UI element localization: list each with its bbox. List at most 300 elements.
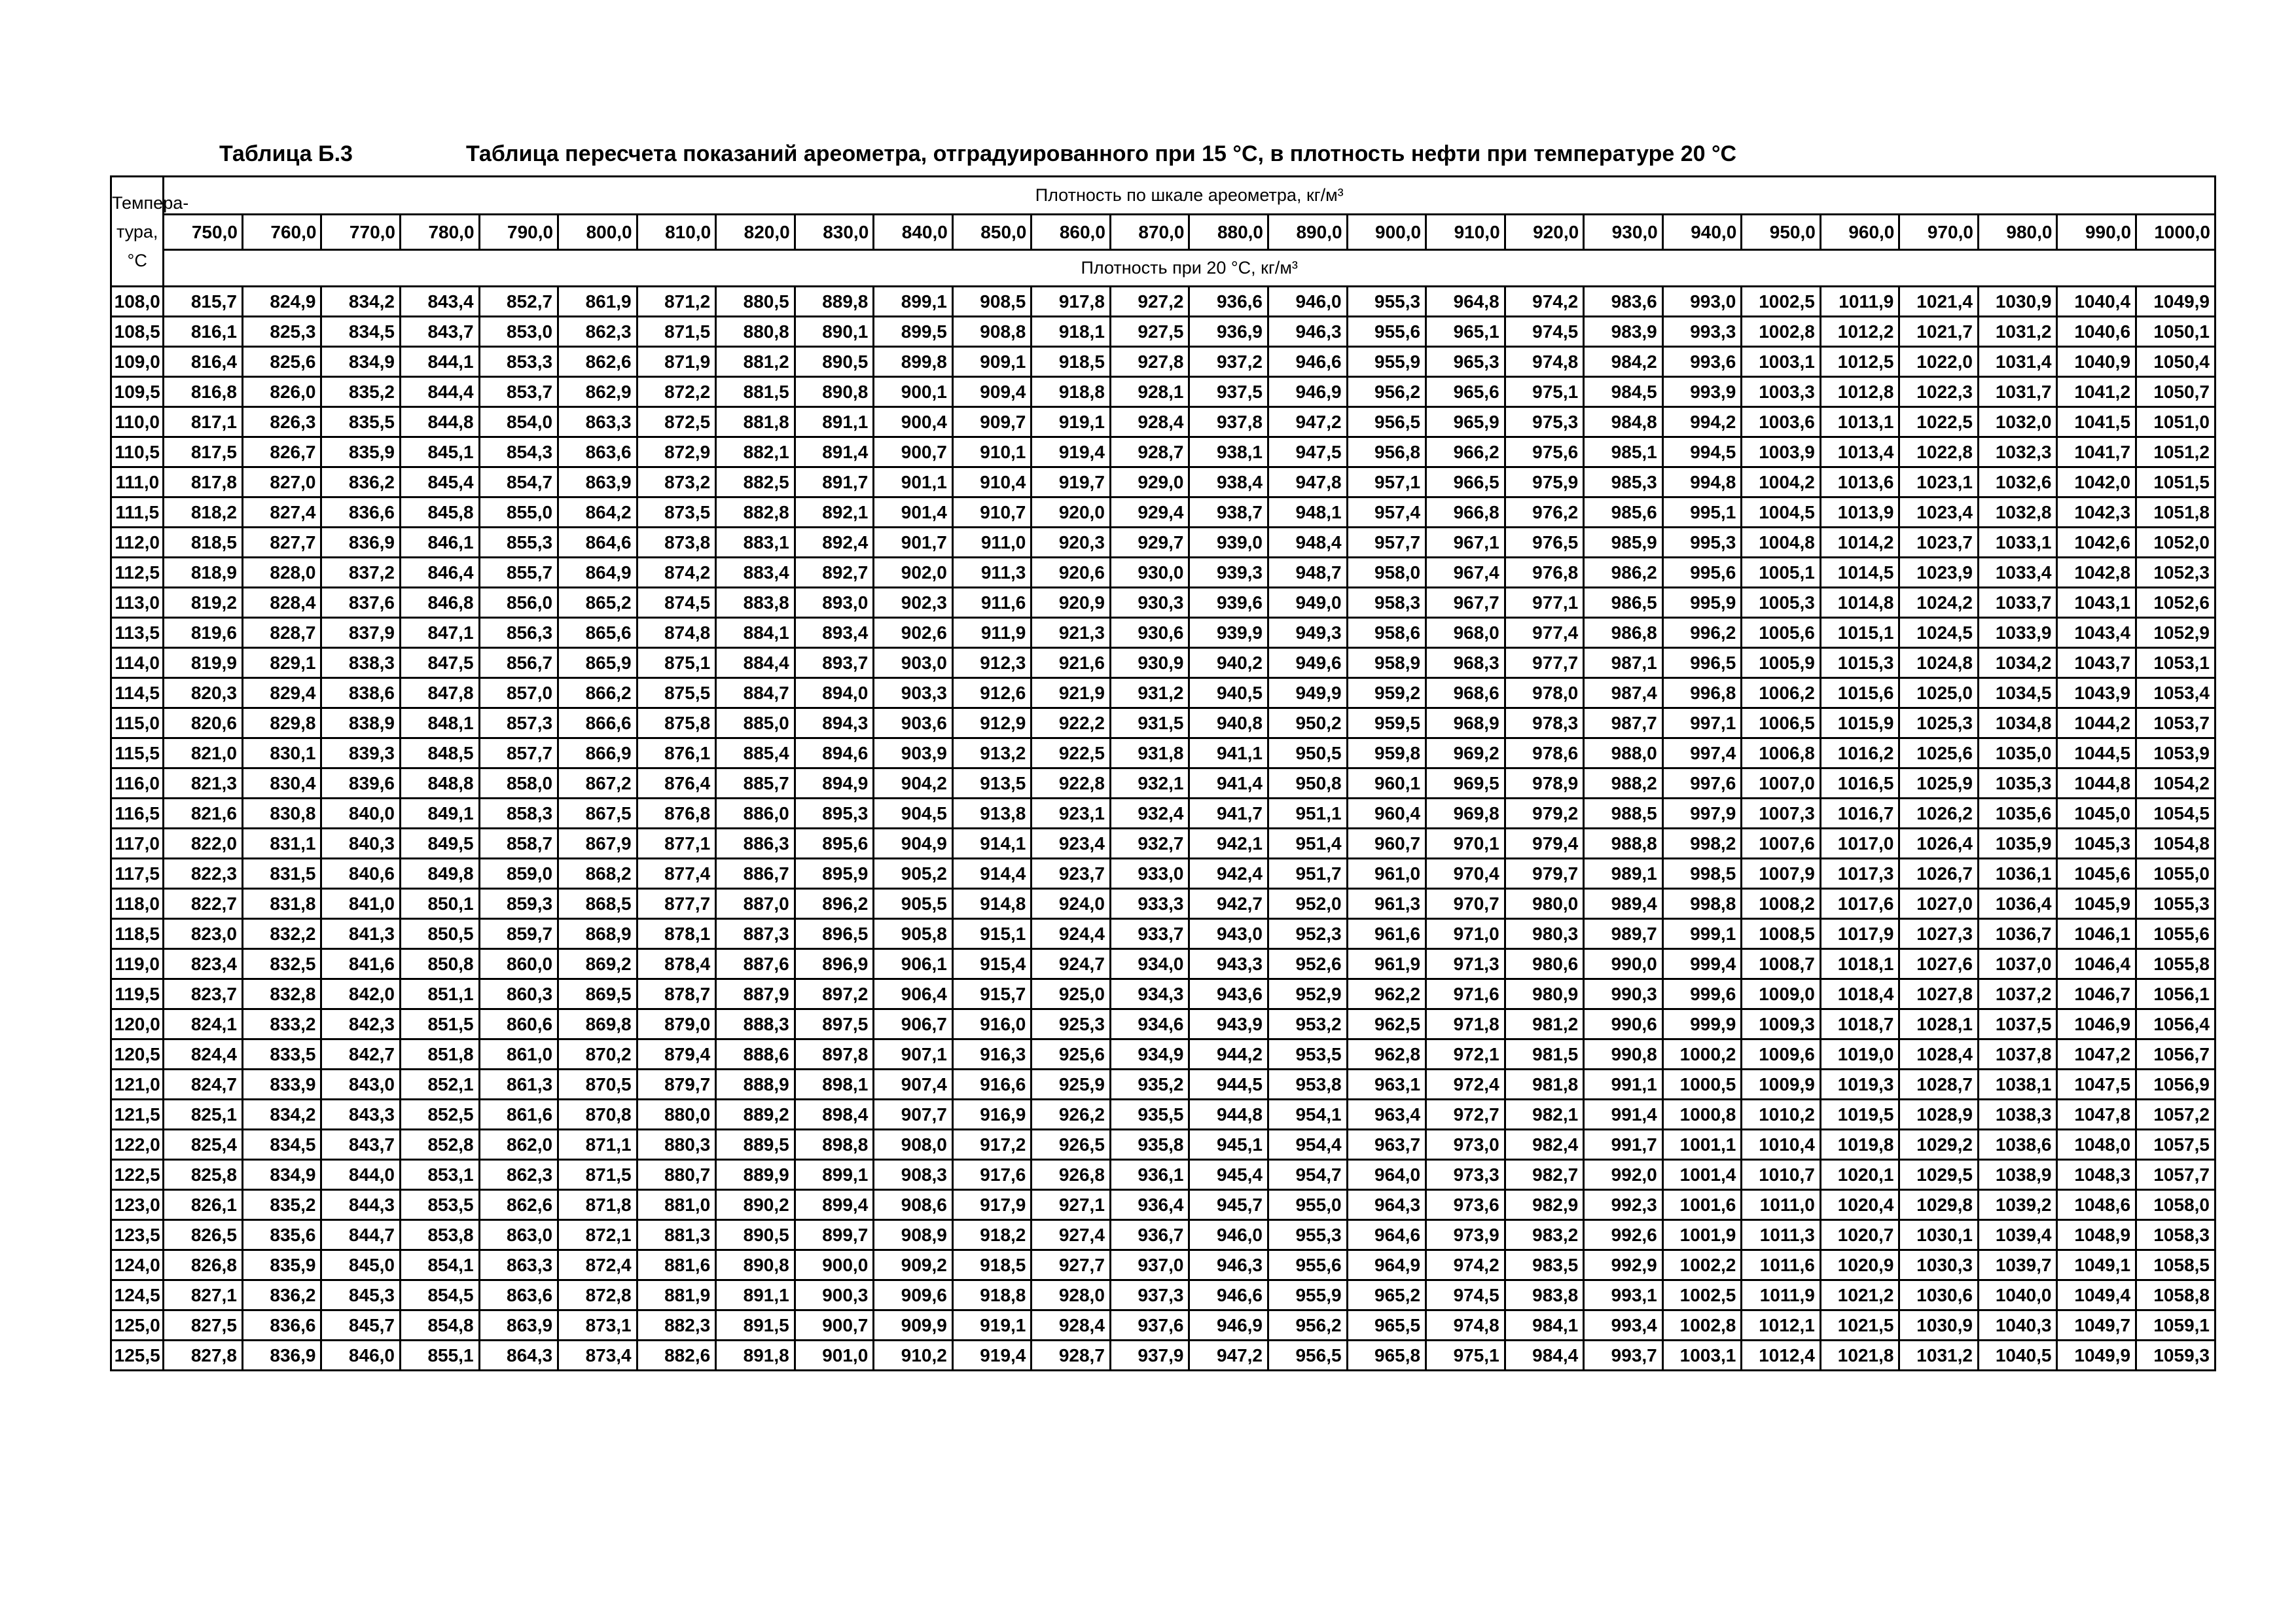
- density-value-cell: 918,8: [1031, 377, 1111, 407]
- density-value-cell: 852,7: [479, 287, 558, 317]
- density-value-cell: 1041,5: [2057, 407, 2136, 437]
- density-value-cell: 945,1: [1189, 1130, 1268, 1160]
- temperature-cell: 111,0: [111, 467, 164, 497]
- density-value-cell: 953,5: [1268, 1039, 1348, 1070]
- density-value-cell: 1057,5: [2136, 1130, 2215, 1160]
- density-value-cell: 872,5: [637, 407, 716, 437]
- density-value-cell: 867,9: [558, 829, 637, 859]
- density-value-cell: 1004,8: [1742, 528, 1821, 558]
- temperature-cell: 117,5: [111, 859, 164, 889]
- density-value-cell: 931,2: [1110, 678, 1189, 708]
- density-value-cell: 1034,2: [1978, 648, 2057, 678]
- density-value-cell: 856,3: [479, 618, 558, 648]
- density-value-cell: 1034,5: [1978, 678, 2057, 708]
- density-value-cell: 894,0: [795, 678, 874, 708]
- density-value-cell: 907,7: [874, 1100, 953, 1130]
- density-value-cell: 833,2: [242, 1009, 321, 1039]
- density-value-cell: 827,0: [242, 467, 321, 497]
- density-value-cell: 903,9: [874, 738, 953, 768]
- density-value-cell: 1018,7: [1820, 1009, 1899, 1039]
- density-value-cell: 952,0: [1268, 889, 1348, 919]
- temperature-header-line3: °С: [127, 250, 147, 270]
- density-value-cell: 880,3: [637, 1130, 716, 1160]
- density-value-cell: 929,4: [1110, 497, 1189, 528]
- density-value-cell: 1050,4: [2136, 347, 2215, 377]
- density-value-cell: 854,5: [401, 1280, 480, 1310]
- temperature-header: [111, 177, 189, 287]
- density-value-cell: 1017,3: [1820, 859, 1899, 889]
- table-caption: [111, 141, 2232, 175]
- density-value-cell: 955,0: [1268, 1190, 1348, 1220]
- density-value-cell: 847,1: [401, 618, 480, 648]
- density-value-cell: 892,1: [795, 497, 874, 528]
- density-value-cell: 817,5: [164, 437, 243, 467]
- temperature-cell: 110,0: [111, 407, 164, 437]
- density-value-cell: 1021,7: [1899, 317, 1979, 347]
- density-header-cell: 900,0: [1347, 215, 1426, 250]
- density-value-cell: 939,0: [1189, 528, 1268, 558]
- density-value-cell: 998,8: [1662, 889, 1742, 919]
- density-header-cell: 770,0: [321, 215, 401, 250]
- density-value-cell: 831,8: [242, 889, 321, 919]
- density-value-cell: 914,8: [952, 889, 1031, 919]
- density-value-cell: 918,5: [1031, 347, 1111, 377]
- density-value-cell: 890,1: [795, 317, 874, 347]
- density-header-cell: 780,0: [401, 215, 480, 250]
- density-value-cell: 1022,8: [1899, 437, 1979, 467]
- density-value-cell: 883,1: [716, 528, 795, 558]
- density-value-cell: 1013,1: [1820, 407, 1899, 437]
- density-value-cell: 837,6: [321, 588, 401, 618]
- density-header-cell: 880,0: [1189, 215, 1268, 250]
- density-value-cell: 925,9: [1031, 1070, 1111, 1100]
- density-value-cell: 1020,9: [1820, 1250, 1899, 1280]
- density-value-cell: 878,4: [637, 949, 716, 979]
- density-value-cell: 962,5: [1347, 1009, 1426, 1039]
- density-value-cell: 898,8: [795, 1130, 874, 1160]
- density-value-cell: 991,4: [1584, 1100, 1663, 1130]
- density-value-cell: 1005,9: [1742, 648, 1821, 678]
- density-value-cell: 934,3: [1110, 979, 1189, 1009]
- density-value-cell: 953,8: [1268, 1070, 1348, 1100]
- density-value-cell: 850,1: [401, 889, 480, 919]
- density-value-cell: 931,8: [1110, 738, 1189, 768]
- density-value-cell: 987,4: [1584, 678, 1663, 708]
- density-value-cell: 905,2: [874, 859, 953, 889]
- density-value-cell: 831,5: [242, 859, 321, 889]
- density-value-cell: 856,7: [479, 648, 558, 678]
- density-value-cell: 932,4: [1110, 799, 1189, 829]
- density-value-cell: 975,6: [1505, 437, 1584, 467]
- density-value-cell: 909,6: [874, 1280, 953, 1310]
- density-value-cell: 1011,6: [1742, 1250, 1821, 1280]
- temperature-cell: 120,0: [111, 1009, 164, 1039]
- density-value-cell: 944,5: [1189, 1070, 1268, 1100]
- density-value-cell: 903,3: [874, 678, 953, 708]
- density-value-cell: 991,7: [1584, 1130, 1663, 1160]
- density-value-cell: 932,7: [1110, 829, 1189, 859]
- density-value-cell: 919,7: [1031, 467, 1111, 497]
- density-value-cell: 939,3: [1189, 558, 1268, 588]
- density-value-cell: 828,0: [242, 558, 321, 588]
- density-value-cell: 1056,7: [2136, 1039, 2215, 1070]
- density-value-cell: 841,0: [321, 889, 401, 919]
- density-value-cell: 913,8: [952, 799, 1031, 829]
- density-value-cell: 965,2: [1347, 1280, 1426, 1310]
- density-value-cell: 983,8: [1505, 1280, 1584, 1310]
- table-row: [111, 467, 2215, 497]
- density-value-cell: 1050,7: [2136, 377, 2215, 407]
- table-row: [111, 407, 2215, 437]
- density-value-cell: 884,4: [716, 648, 795, 678]
- result-density-header: Плотность при 20 °С, кг/м³: [164, 250, 2215, 287]
- density-value-cell: 885,0: [716, 708, 795, 738]
- density-value-cell: 871,5: [637, 317, 716, 347]
- density-value-cell: 882,5: [716, 467, 795, 497]
- density-value-cell: 869,5: [558, 979, 637, 1009]
- density-value-cell: 1016,7: [1820, 799, 1899, 829]
- density-value-cell: 1028,4: [1899, 1039, 1979, 1070]
- density-value-cell: 961,3: [1347, 889, 1426, 919]
- density-value-cell: 834,9: [242, 1160, 321, 1190]
- density-value-cell: 1015,9: [1820, 708, 1899, 738]
- density-value-cell: 989,4: [1584, 889, 1663, 919]
- density-value-cell: 985,9: [1584, 528, 1663, 558]
- density-value-cell: 829,1: [242, 648, 321, 678]
- density-value-cell: 1039,4: [1978, 1220, 2057, 1250]
- density-value-cell: 945,4: [1189, 1160, 1268, 1190]
- density-value-cell: 910,1: [952, 437, 1031, 467]
- density-value-cell: 969,5: [1426, 768, 1505, 799]
- density-value-cell: 1004,5: [1742, 497, 1821, 528]
- density-value-cell: 877,1: [637, 829, 716, 859]
- density-value-cell: 882,3: [637, 1310, 716, 1341]
- density-value-cell: 1048,9: [2057, 1220, 2136, 1250]
- density-value-cell: 946,6: [1189, 1280, 1268, 1310]
- table-row: [111, 889, 2215, 919]
- density-value-cell: 835,2: [321, 377, 401, 407]
- density-value-cell: 1011,9: [1742, 1280, 1821, 1310]
- density-value-cell: 925,3: [1031, 1009, 1111, 1039]
- temperature-cell: 118,0: [111, 889, 164, 919]
- density-value-cell: 899,8: [874, 347, 953, 377]
- density-value-cell: 1026,2: [1899, 799, 1979, 829]
- density-value-cell: 945,7: [1189, 1190, 1268, 1220]
- density-value-cell: 917,6: [952, 1160, 1031, 1190]
- density-value-cell: 861,0: [479, 1039, 558, 1070]
- density-header-cell: 760,0: [242, 215, 321, 250]
- density-value-cell: 990,3: [1584, 979, 1663, 1009]
- density-value-cell: 1035,0: [1978, 738, 2057, 768]
- density-value-cell: 875,1: [637, 648, 716, 678]
- density-value-cell: 983,6: [1584, 287, 1663, 317]
- density-value-cell: 829,8: [242, 708, 321, 738]
- density-value-cell: 1048,6: [2057, 1190, 2136, 1220]
- density-value-cell: 1056,1: [2136, 979, 2215, 1009]
- density-value-cell: 972,7: [1426, 1100, 1505, 1130]
- density-value-cell: 974,8: [1505, 347, 1584, 377]
- density-value-cell: 832,2: [242, 919, 321, 949]
- density-value-cell: 915,4: [952, 949, 1031, 979]
- density-value-cell: 886,3: [716, 829, 795, 859]
- density-value-cell: 1007,3: [1742, 799, 1821, 829]
- density-value-cell: 921,6: [1031, 648, 1111, 678]
- density-value-cell: 838,6: [321, 678, 401, 708]
- density-value-cell: 954,7: [1268, 1160, 1348, 1190]
- density-value-cell: 1053,9: [2136, 738, 2215, 768]
- density-value-cell: 835,9: [242, 1250, 321, 1280]
- density-value-cell: 965,1: [1426, 317, 1505, 347]
- density-value-cell: 881,6: [637, 1250, 716, 1280]
- density-value-cell: 1052,3: [2136, 558, 2215, 588]
- density-value-cell: 968,0: [1426, 618, 1505, 648]
- density-value-cell: 903,0: [874, 648, 953, 678]
- density-value-cell: 968,6: [1426, 678, 1505, 708]
- density-value-cell: 1031,7: [1978, 377, 2057, 407]
- density-value-cell: 844,4: [401, 377, 480, 407]
- density-value-cell: 861,9: [558, 287, 637, 317]
- density-value-cell: 853,5: [401, 1190, 480, 1220]
- density-value-cell: 974,5: [1426, 1280, 1505, 1310]
- density-value-cell: 854,8: [401, 1310, 480, 1341]
- density-value-cell: 822,3: [164, 859, 243, 889]
- density-value-cell: 826,7: [242, 437, 321, 467]
- density-value-cell: 1047,8: [2057, 1100, 2136, 1130]
- density-value-cell: 952,3: [1268, 919, 1348, 949]
- density-value-cell: 980,0: [1505, 889, 1584, 919]
- density-value-cell: 1021,4: [1899, 287, 1979, 317]
- table-row: [111, 1220, 2215, 1250]
- density-value-cell: 1009,3: [1742, 1009, 1821, 1039]
- density-value-cell: 862,9: [558, 377, 637, 407]
- density-value-cell: 1040,9: [2057, 347, 2136, 377]
- density-value-cell: 943,6: [1189, 979, 1268, 1009]
- density-value-cell: 851,8: [401, 1039, 480, 1070]
- density-value-cell: 848,5: [401, 738, 480, 768]
- density-value-cell: 1001,6: [1662, 1190, 1742, 1220]
- density-value-cell: 827,1: [164, 1280, 243, 1310]
- density-value-cell: 862,6: [479, 1190, 558, 1220]
- density-value-cell: 846,1: [401, 528, 480, 558]
- density-value-cell: 942,7: [1189, 889, 1268, 919]
- density-value-cell: 816,8: [164, 377, 243, 407]
- density-value-cell: 1023,1: [1899, 467, 1979, 497]
- density-value-cell: 843,7: [321, 1130, 401, 1160]
- density-value-cell: 826,0: [242, 377, 321, 407]
- density-value-cell: 938,7: [1189, 497, 1268, 528]
- density-value-cell: 887,0: [716, 889, 795, 919]
- density-value-cell: 880,8: [716, 317, 795, 347]
- density-value-cell: 865,2: [558, 588, 637, 618]
- density-value-cell: 992,0: [1584, 1160, 1663, 1190]
- density-value-cell: 955,9: [1268, 1280, 1348, 1310]
- table-row: [111, 1009, 2215, 1039]
- density-value-cell: 823,4: [164, 949, 243, 979]
- density-value-cell: 877,4: [637, 859, 716, 889]
- density-value-cell: 836,6: [242, 1310, 321, 1341]
- density-value-cell: 971,3: [1426, 949, 1505, 979]
- density-value-cell: 1031,2: [1978, 317, 2057, 347]
- density-value-cell: 1035,9: [1978, 829, 2057, 859]
- density-value-cell: 910,7: [952, 497, 1031, 528]
- density-value-cell: 856,0: [479, 588, 558, 618]
- density-value-cell: 993,1: [1584, 1280, 1663, 1310]
- density-value-cell: 936,1: [1110, 1160, 1189, 1190]
- density-value-cell: 1038,3: [1978, 1100, 2057, 1130]
- density-value-cell: 940,5: [1189, 678, 1268, 708]
- density-value-cell: 958,3: [1347, 588, 1426, 618]
- density-value-cell: 982,1: [1505, 1100, 1584, 1130]
- density-value-cell: 970,7: [1426, 889, 1505, 919]
- temperature-cell: 116,5: [111, 799, 164, 829]
- density-value-cell: 1005,1: [1742, 558, 1821, 588]
- density-value-cell: 985,6: [1584, 497, 1663, 528]
- density-value-cell: 844,8: [401, 407, 480, 437]
- density-value-cell: 822,7: [164, 889, 243, 919]
- density-value-cell: 858,0: [479, 768, 558, 799]
- density-value-cell: 870,2: [558, 1039, 637, 1070]
- density-value-cell: 1032,8: [1978, 497, 2057, 528]
- density-value-cell: 868,9: [558, 919, 637, 949]
- density-value-cell: 840,0: [321, 799, 401, 829]
- density-value-cell: 821,6: [164, 799, 243, 829]
- density-value-cell: 830,4: [242, 768, 321, 799]
- density-value-cell: 923,7: [1031, 859, 1111, 889]
- density-value-cell: 1053,7: [2136, 708, 2215, 738]
- density-value-cell: 853,3: [479, 347, 558, 377]
- density-value-cell: 913,2: [952, 738, 1031, 768]
- density-value-cell: 902,6: [874, 618, 953, 648]
- density-value-cell: 851,5: [401, 1009, 480, 1039]
- density-value-cell: 935,8: [1110, 1130, 1189, 1160]
- density-value-cell: 863,3: [479, 1250, 558, 1280]
- density-value-cell: 835,5: [321, 407, 401, 437]
- density-value-cell: 1029,2: [1899, 1130, 1979, 1160]
- density-value-cell: 1003,1: [1662, 1341, 1742, 1371]
- density-value-cell: 1035,3: [1978, 768, 2057, 799]
- density-value-cell: 1046,4: [2057, 949, 2136, 979]
- density-value-cell: 887,6: [716, 949, 795, 979]
- density-value-cell: 966,2: [1426, 437, 1505, 467]
- density-value-cell: 990,6: [1584, 1009, 1663, 1039]
- density-value-cell: 893,4: [795, 618, 874, 648]
- density-value-cell: 855,7: [479, 558, 558, 588]
- density-value-cell: 970,1: [1426, 829, 1505, 859]
- density-value-cell: 928,4: [1031, 1310, 1111, 1341]
- density-value-cell: 974,2: [1505, 287, 1584, 317]
- density-value-cell: 882,8: [716, 497, 795, 528]
- density-value-cell: 1040,3: [1978, 1310, 2057, 1341]
- density-value-cell: 876,8: [637, 799, 716, 829]
- density-value-cell: 956,5: [1268, 1341, 1348, 1371]
- density-value-cell: 944,2: [1189, 1039, 1268, 1070]
- density-header-cell: 960,0: [1820, 215, 1899, 250]
- density-value-cell: 844,1: [401, 347, 480, 377]
- density-value-cell: 919,4: [952, 1341, 1031, 1371]
- density-value-cell: 924,7: [1031, 949, 1111, 979]
- density-value-cell: 939,9: [1189, 618, 1268, 648]
- density-value-cell: 824,1: [164, 1009, 243, 1039]
- density-value-cell: 964,0: [1347, 1160, 1426, 1190]
- density-value-cell: 998,2: [1662, 829, 1742, 859]
- density-value-cell: 899,1: [795, 1160, 874, 1190]
- density-value-cell: 1004,2: [1742, 467, 1821, 497]
- density-value-cell: 928,1: [1110, 377, 1189, 407]
- density-value-cell: 1040,0: [1978, 1280, 2057, 1310]
- density-value-cell: 975,3: [1505, 407, 1584, 437]
- table-row: [111, 1130, 2215, 1160]
- density-value-cell: 984,5: [1584, 377, 1663, 407]
- density-value-cell: 833,5: [242, 1039, 321, 1070]
- scale-density-header: Плотность по шкале ареометра, кг/м³: [164, 177, 2215, 215]
- density-value-cell: 903,6: [874, 708, 953, 738]
- density-value-cell: 953,2: [1268, 1009, 1348, 1039]
- density-value-cell: 1015,1: [1820, 618, 1899, 648]
- density-value-cell: 889,5: [716, 1130, 795, 1160]
- density-value-cell: 956,2: [1268, 1310, 1348, 1341]
- density-value-cell: 825,4: [164, 1130, 243, 1160]
- density-value-cell: 888,3: [716, 1009, 795, 1039]
- density-value-cell: 874,2: [637, 558, 716, 588]
- density-value-cell: 894,9: [795, 768, 874, 799]
- density-value-cell: 885,7: [716, 768, 795, 799]
- temperature-cell: 121,0: [111, 1070, 164, 1100]
- density-value-cell: 1041,2: [2057, 377, 2136, 407]
- density-value-cell: 844,7: [321, 1220, 401, 1250]
- density-value-cell: 854,1: [401, 1250, 480, 1280]
- table-row: [111, 588, 2215, 618]
- density-value-cell: 870,5: [558, 1070, 637, 1100]
- density-value-cell: 875,5: [637, 678, 716, 708]
- density-value-cell: 927,4: [1031, 1220, 1111, 1250]
- density-value-cell: 1045,0: [2057, 799, 2136, 829]
- density-value-cell: 941,4: [1189, 768, 1268, 799]
- density-value-cell: 999,4: [1662, 949, 1742, 979]
- table-row: [111, 618, 2215, 648]
- density-value-cell: 973,3: [1426, 1160, 1505, 1190]
- density-value-cell: 1042,0: [2057, 467, 2136, 497]
- density-value-cell: 827,8: [164, 1341, 243, 1371]
- density-value-cell: 978,3: [1505, 708, 1584, 738]
- density-value-cell: 986,2: [1584, 558, 1663, 588]
- density-value-cell: 880,5: [716, 287, 795, 317]
- density-value-cell: 951,1: [1268, 799, 1348, 829]
- density-value-cell: 842,3: [321, 1009, 401, 1039]
- density-value-cell: 854,7: [479, 467, 558, 497]
- density-value-cell: 938,4: [1189, 467, 1268, 497]
- density-value-cell: 908,3: [874, 1160, 953, 1190]
- density-value-cell: 871,5: [558, 1160, 637, 1190]
- density-value-cell: 817,8: [164, 467, 243, 497]
- density-value-cell: 965,5: [1347, 1310, 1426, 1341]
- density-value-cell: 966,5: [1426, 467, 1505, 497]
- density-value-cell: 997,9: [1662, 799, 1742, 829]
- density-value-cell: 1040,6: [2057, 317, 2136, 347]
- density-value-cell: 937,8: [1189, 407, 1268, 437]
- density-value-cell: 862,0: [479, 1130, 558, 1160]
- density-value-cell: 899,7: [795, 1220, 874, 1250]
- density-value-cell: 835,2: [242, 1190, 321, 1220]
- density-value-cell: 896,5: [795, 919, 874, 949]
- density-value-cell: 910,4: [952, 467, 1031, 497]
- density-value-cell: 900,1: [874, 377, 953, 407]
- density-value-cell: 1048,3: [2057, 1160, 2136, 1190]
- density-value-cell: 1052,9: [2136, 618, 2215, 648]
- density-value-cell: 970,4: [1426, 859, 1505, 889]
- density-value-cell: 850,5: [401, 919, 480, 949]
- table-row: [111, 558, 2215, 588]
- density-value-cell: 1052,6: [2136, 588, 2215, 618]
